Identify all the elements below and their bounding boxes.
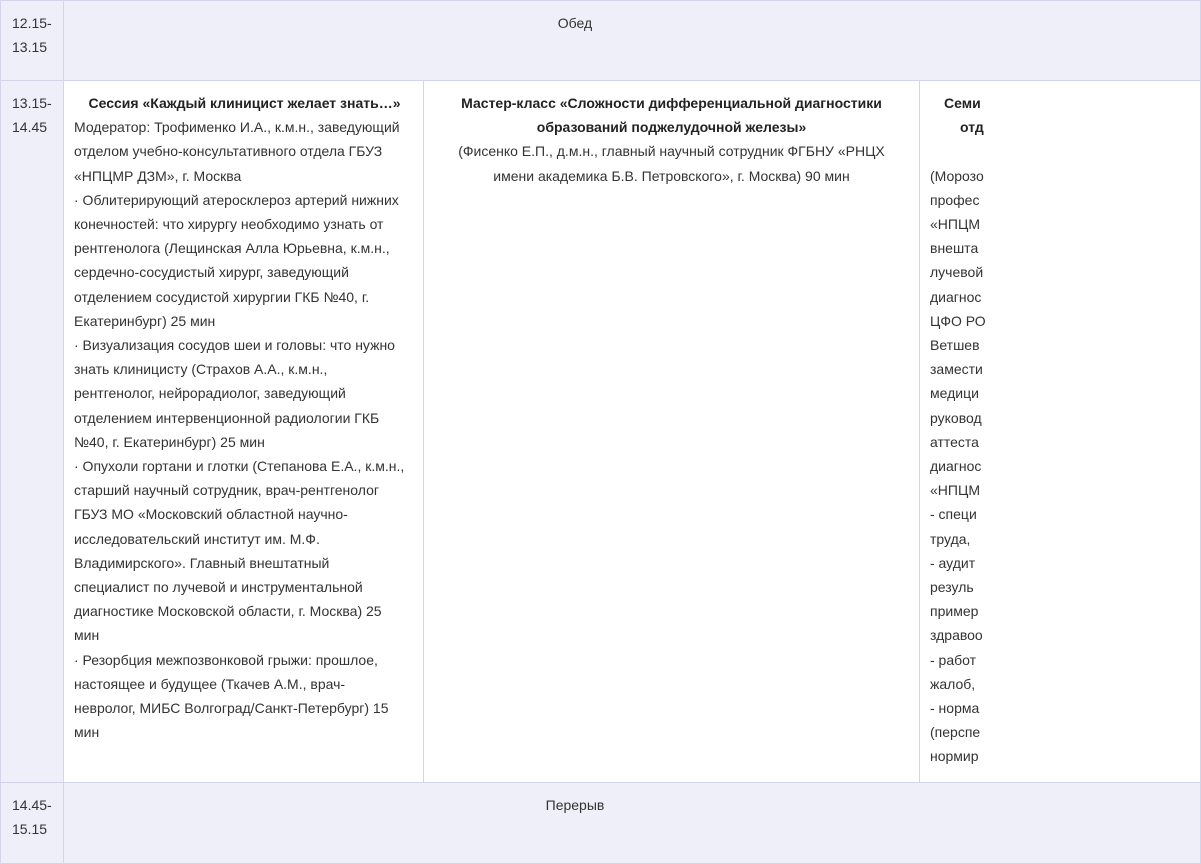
time-cell-break [1,783,64,864]
session-3-line: здравоо [930,627,983,644]
session-1-line: диагностике Московской области, г. Москва) 25 [74,603,382,620]
session-1-line: отделением сосудистой хирургии ГКБ №40, г. [74,288,370,305]
session-3-line: диагнос [930,458,982,475]
session-3-line: профес [930,191,980,208]
session-1 [64,81,423,744]
session-1-line: сердечно-сосудистый хирург, заведующий [74,264,349,281]
time-start: 13.15- [12,95,52,111]
session-cell-1 [64,81,424,783]
session-3-line: внешта [930,240,979,257]
session-3-line: резуль [930,579,974,596]
session-3-line: (Морозо [930,167,984,184]
time-start: 14.45- [12,797,52,813]
session-3-line: лучевой [930,264,984,281]
session-1-line: невролог, МИБС Волгоград/Санкт-Петербург) 15 [74,700,389,717]
session-3-line: руковод [930,409,982,426]
session-3-line: ЦФО РО [930,312,986,329]
session-3-spacer [930,139,1200,163]
session-3-line: - аудит [930,554,976,571]
session-1-title: Сессия «Каждый клиницист желает знать…» [88,95,401,111]
session-2-title: образований поджелудочной железы» [536,119,807,136]
session-1-line: №40, г. Екатеринбург) 25 мин [74,433,265,450]
session-1-line: Екатеринбург) 25 мин [74,312,216,329]
session-3-line: диагнос [930,288,982,305]
session-3-line: нормир [930,748,979,765]
session-1-line: · Опухоли гортани и глотки (Степанова Е.А., к.м.н., [74,458,405,475]
session-1-line: рентгенолог, нейрорадиолог, заведующий [74,385,346,402]
session-1-line: отделением интервенционной радиологии ГКБ [74,409,380,426]
schedule-row-sessions [1,81,1201,783]
session-1-line: · Резорбция межпозвонковой грыжи: прошлое, [74,651,378,668]
session-1-line: Владимирского». Главный внештатный [74,554,330,571]
time-start: 12.15- [12,15,52,31]
time-cell-lunch [1,1,64,81]
session-1-line: исследовательский институт им. М.Ф. [74,530,320,547]
session-1-line: настоящее и будущее (Ткачев А.М., врач- [74,675,346,692]
session-3-line: - работ [930,651,977,668]
session-3-line: Ветшев [930,337,980,354]
session-3-line: «НПЦМ [930,216,980,232]
session-1-line: мин [74,627,100,644]
session-1-line: ГБУЗ МО «Московский областной научно- [74,506,348,523]
session-3-line: аттеста [930,433,979,450]
session-2-line: (Фисенко Е.П., д.м.н., главный научный сотрудник ФГБНУ «РНЦХ [458,143,885,160]
session-1-line: знать клиницисту (Страхов А.А., к.м.н., [74,361,328,378]
session-1-line: старший научный сотрудник, врач-рентгенолог [74,482,379,499]
session-1-line: рентгенолога (Лещинская Алла Юрьевна, к.м.н., [74,240,390,257]
session-3-title: Семи [944,95,981,111]
session-1-line: · Облитерирующий атеросклероз артерий нижних [74,191,399,208]
session-1-line: специалист по лучевой и инструментальной [74,579,363,596]
time-cell-sessions [1,81,64,783]
session-3 [920,81,1200,769]
time-end: 14.45 [12,119,48,136]
session-1-line: отделом учебно-консультативного отдела ГБУЗ [74,143,383,160]
session-3-line: замести [930,361,983,378]
session-3-line: жалоб, [930,675,976,692]
schedule-row-lunch [1,1,1201,81]
schedule-row-break [1,783,1201,864]
session-3-line: - норма [930,700,980,717]
session-2 [424,81,919,188]
session-1-line: «НПЦМР ДЗМ», г. Москва [74,167,242,184]
session-1-line: · Визуализация сосудов шеи и головы: что нужно [74,337,395,354]
time-end: 13.15 [12,39,48,56]
session-2-title: Мастер-класс «Сложности дифференциальной диагностики [461,95,882,111]
session-2-line: имени академика Б.В. Петровского», г. Москва) 90 мин [493,167,850,184]
break-label [64,783,1201,864]
session-3-title: отд [960,119,984,136]
session-3-line: медици [930,385,979,402]
session-1-line: конечностей: что хирургу необходимо узнать от [74,216,384,233]
session-cell-2 [424,81,920,783]
session-3-line: пример [930,603,979,620]
lunch-label [64,1,1201,81]
session-cell-3 [920,81,1201,783]
session-3-line: - специ [930,506,977,523]
session-1-line: мин [74,724,100,741]
band-label-text: Обед [557,15,593,31]
band-label-text: Перерыв [545,797,605,813]
session-3-line: труда, [930,530,971,547]
time-end: 15.15 [12,821,48,838]
session-3-line: (перспе [930,724,981,741]
session-3-line: «НПЦМ [930,482,980,499]
session-1-line: Модератор: Трофименко И.А., к.м.н., заведующий [74,119,400,136]
